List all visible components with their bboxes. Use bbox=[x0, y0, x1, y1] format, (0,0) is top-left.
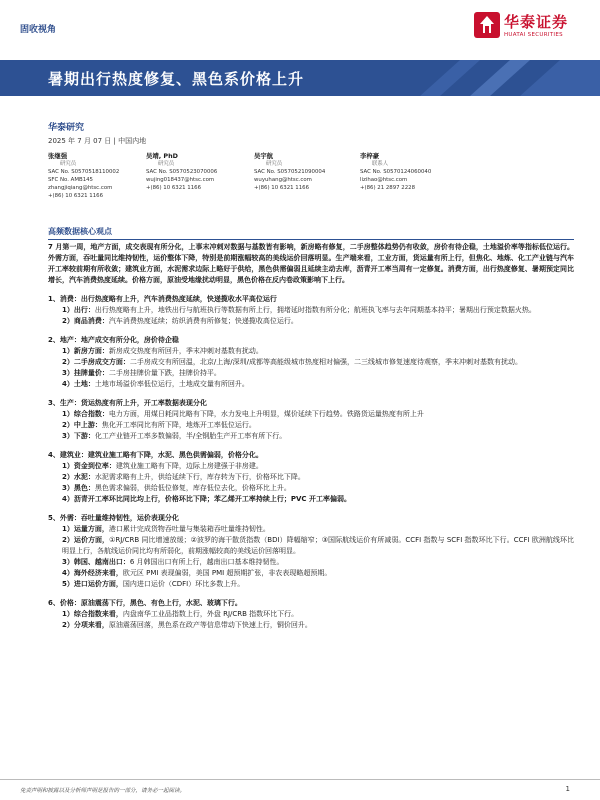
top-bar bbox=[0, 0, 600, 60]
point-item bbox=[48, 409, 574, 420]
point-item-text: 内盘南华工业品指数上行，外盘 RJ/CRB 指数环比下行。 bbox=[122, 610, 299, 618]
analyst-sac: SAC No. S0570518110002 bbox=[48, 169, 120, 175]
analyst-role: 研究员 bbox=[266, 161, 283, 167]
point-item-lead: 4）土地： bbox=[62, 380, 95, 388]
point-item-text: 新房成交热度有所回升，季末冲刺对基数有扰动。 bbox=[108, 347, 263, 355]
report-date: 2025 年 7 月 07 日 bbox=[48, 137, 112, 145]
analyst-card bbox=[48, 152, 148, 200]
point-item-text: 电力方面，用煤日耗同比略有下降，水力发电上升明显，煤价延续下行趋势。铁路货运量热度有所上升 bbox=[108, 410, 424, 418]
point-item bbox=[48, 609, 574, 620]
analyst-role: 研究员 bbox=[60, 161, 77, 167]
logo-text-en: HUATAI SECURITIES bbox=[504, 32, 563, 38]
point-item bbox=[48, 431, 574, 442]
analyst-role: 研究员 bbox=[158, 161, 175, 167]
analyst-card bbox=[254, 152, 354, 192]
point-item bbox=[48, 579, 574, 590]
date-separator: | bbox=[113, 137, 119, 145]
huatai-logo-icon bbox=[474, 12, 500, 38]
analyst-phone: +(86) 10 6321 1166 bbox=[254, 185, 310, 191]
point-item-lead: 1）运量方面， bbox=[62, 525, 109, 533]
point-item-text: 黑色需求偏弱，供给低位修复，库存低位去化，价格环比上升。 bbox=[94, 484, 291, 492]
point-item bbox=[48, 483, 574, 494]
analyst-list bbox=[48, 152, 568, 212]
analyst-sac: SAC No. S0570523070006 bbox=[146, 169, 218, 175]
point-heading: 3、生产：货运热度有所上升，开工率数据表现分化 bbox=[48, 399, 207, 407]
point-item-lead: 2）运价方面， bbox=[62, 536, 110, 544]
point-item bbox=[48, 620, 574, 631]
point-item-lead: 1）资金到位率： bbox=[62, 462, 116, 470]
point-heading: 1、消费：出行热度略有上升，汽车消费热度延续，快递揽收水平高位运行 bbox=[48, 295, 277, 303]
point-heading: 6、价格：原油震荡下行，黑色、有色上行，水泥、玻璃下行。 bbox=[48, 599, 242, 607]
point-item-text: 建筑业施工略有下降，边际上房建强于非房建。 bbox=[115, 462, 263, 470]
analyst-name: 张继强 bbox=[48, 152, 68, 160]
point-item-text: 水泥需求略有上升，供给延续下行，库存转为下行，价格环比下降。 bbox=[94, 473, 305, 481]
point-item-lead: 1）新房方面： bbox=[62, 347, 109, 355]
point-item-lead: 4）沥青开工率环比同比均上行，价格环比下降；苯乙烯开工率持续上行；PVC 开工率偏弱。 bbox=[62, 495, 351, 503]
point-item-text: 出行热度略有上升，地铁出行与航班执行等数据有所上行，拥堵延时指数有所分化；航班执飞率与去年同期基本持平；暑期出行预定数据火热。 bbox=[94, 306, 536, 314]
point-item-lead: 2）水泥： bbox=[62, 473, 95, 481]
point-item-text: 二手房成交有所回温，北京/上海/深圳/成都等高能级城市热度相对偏强，二三线城市修复速度待观察，季末冲刺对基数有扰动。 bbox=[129, 358, 522, 366]
analyst-phone: +(86) 10 6321 1166 bbox=[48, 193, 104, 199]
point-item-lead: 2）中上游： bbox=[62, 421, 102, 429]
point-item-text: ①RJ/CRB 同比增速放缓；②波罗的海干散货指数（BDI）降幅缩窄；③国际航线运价有所减弱。CCFI 指数与 SCFI 指数环比下行。CCFI 欧洲航线环比明显上行，各航线运价同比均有所弱化，前期涨幅较高的美线运价回落明显。 bbox=[62, 536, 574, 555]
analyst-email[interactable]: zhangjiqiang@htsc.com bbox=[48, 185, 113, 191]
point-item bbox=[48, 557, 574, 568]
points-list bbox=[48, 294, 574, 631]
point-item-lead: 1）综合指数来看， bbox=[62, 610, 123, 618]
report-category: 中国内地 bbox=[118, 137, 147, 145]
date-line bbox=[48, 136, 146, 146]
point-item-text: 汽车消费热度延续；纺织消费有所修复；快递揽收高位运行。 bbox=[108, 317, 298, 325]
point-heading: 4、建筑业：建筑业施工略有下降，水泥、黑色供需偏弱，价格分化。 bbox=[48, 451, 263, 459]
point-item bbox=[48, 316, 574, 327]
point-item-lead: 3）韩国、越南出口： bbox=[62, 558, 130, 566]
point-item bbox=[48, 357, 574, 368]
analyst-sac: SAC No. S0570124060040 bbox=[360, 169, 432, 175]
point-item bbox=[48, 461, 574, 472]
section-heading: 高频数据核心观点 bbox=[48, 227, 112, 236]
point-item bbox=[48, 379, 574, 390]
point-item-text: 原油震荡回落，黑色系在政产等信息带动下快速上行，铜价回升。 bbox=[108, 621, 312, 629]
point-item-lead: 5）进口运价方面， bbox=[62, 580, 123, 588]
analyst-email[interactable]: wuyuhang@htsc.com bbox=[254, 177, 312, 183]
point-item bbox=[48, 524, 574, 535]
analyst-card bbox=[360, 152, 460, 192]
point-item bbox=[48, 472, 574, 483]
report-body bbox=[48, 242, 574, 631]
analyst-phone: +(86) 21 2897 2228 bbox=[360, 185, 416, 191]
point-item bbox=[48, 494, 574, 505]
point-item bbox=[48, 568, 574, 579]
analyst-sfc: SFC No. AMB145 bbox=[48, 177, 93, 183]
banner-decoration bbox=[380, 60, 600, 96]
section-divider bbox=[48, 239, 574, 240]
summary-paragraph: 7 月第一周，地产方面，成交表现有所分化，上事末冲刺对数据与基数皆有影响，新房略有修复，二手房整体趋势仍有收敛，房价有待企稳，土地溢价率等指标低位运行。外需方面，吞吐量同比维持韧性，运价整体下降，特别是前期涨幅较高的美线运价回落明显。生产端来看，工业方面，货运量有所上行，但焦化、地炼、化工产业链与汽车开工率较前期有所收敛；建筑业方面，水泥需求边际上略好于供给，黑色供需偏弱且延续主动去库，沥青开工率当周有一定修复。消费方面，出行热度修复、暑期预定同比增长，汽车消费热度延续。价格方面，原油受地缘扰动明显，黑色价格在反内卷政策影响下上行。 bbox=[48, 243, 574, 284]
logo-text-cn: 华泰证券 bbox=[504, 13, 569, 31]
analyst-name: 李梓豪 bbox=[360, 152, 380, 160]
point-item-lead: 3）挂牌量价： bbox=[62, 369, 109, 377]
analyst-card bbox=[146, 152, 246, 192]
point-heading: 5、外需：吞吐量维持韧性，运价表现分化 bbox=[48, 514, 179, 522]
point-heading: 2、地产：地产成交有所分化，房价待企稳 bbox=[48, 336, 179, 344]
point-item-text: 化工产业链开工率多数偏弱，半/全钢胎生产开工率有所下行。 bbox=[94, 432, 287, 440]
analyst-phone: +(86) 10 6321 1166 bbox=[146, 185, 202, 191]
point-item-text: 国内进口运价（CDFI）环比多数上升。 bbox=[122, 580, 245, 588]
page-title: 暑期出行热度修复、黑色系价格上升 bbox=[48, 70, 305, 88]
point-item bbox=[48, 368, 574, 379]
point-item-lead: 1）出行： bbox=[62, 306, 95, 314]
point-item-text: 焦化开工率同比有所下降，地炼开工率低位运行。 bbox=[101, 421, 256, 429]
title-banner bbox=[0, 60, 600, 96]
analyst-name: 吴靖, PhD bbox=[146, 152, 178, 160]
point-item-lead: 2）分项来看， bbox=[62, 621, 109, 629]
point-item-lead: 2）商品消费： bbox=[62, 317, 109, 325]
series-label: 固收视角 bbox=[20, 25, 57, 35]
page-number: 1 bbox=[565, 785, 570, 793]
point-item bbox=[48, 346, 574, 357]
disclaimer-note: 免责声明和披露以及分析师声明是报告的一部分，请务必一起阅读。 bbox=[20, 788, 186, 794]
analyst-role: 联系人 bbox=[372, 161, 389, 167]
point-item-lead: 2）二手房成交方面： bbox=[62, 358, 130, 366]
point-item bbox=[48, 420, 574, 431]
point-item-lead: 1）综合指数： bbox=[62, 410, 109, 418]
point-item-text: 二手房挂牌价量下跌，挂牌价持平。 bbox=[108, 369, 221, 377]
analyst-sac: SAC No. S0570521090004 bbox=[254, 169, 326, 175]
point-item bbox=[48, 535, 574, 557]
analyst-email[interactable]: lizihao@htsc.com bbox=[360, 177, 408, 183]
point-item-lead: 3）下游： bbox=[62, 432, 95, 440]
point-item-text: 港口累计完成货物吞吐量与集装箱吞吐量维持韧性。 bbox=[108, 525, 270, 533]
point-item-text: 欧元区 PMI 表现偏弱，美国 PMI 超预期扩张，非农表现略超预期。 bbox=[122, 569, 332, 577]
analyst-name: 吴宇航 bbox=[254, 152, 274, 160]
point-item-text: 土地市场溢价率低位运行，土地成交量有所回升。 bbox=[94, 380, 249, 388]
research-label: 华泰研究 bbox=[48, 123, 85, 133]
point-item-lead: 4）海外经济来看， bbox=[62, 569, 123, 577]
point-item-lead: 3）黑色： bbox=[62, 484, 95, 492]
huatai-logo bbox=[474, 10, 584, 46]
point-item bbox=[48, 305, 574, 316]
analyst-email[interactable]: wujing018437@htsc.com bbox=[146, 177, 215, 183]
point-item-text: 6 月韩国出口有所上行，越南出口基本维持韧性。 bbox=[129, 558, 284, 566]
footer-divider bbox=[0, 779, 600, 780]
